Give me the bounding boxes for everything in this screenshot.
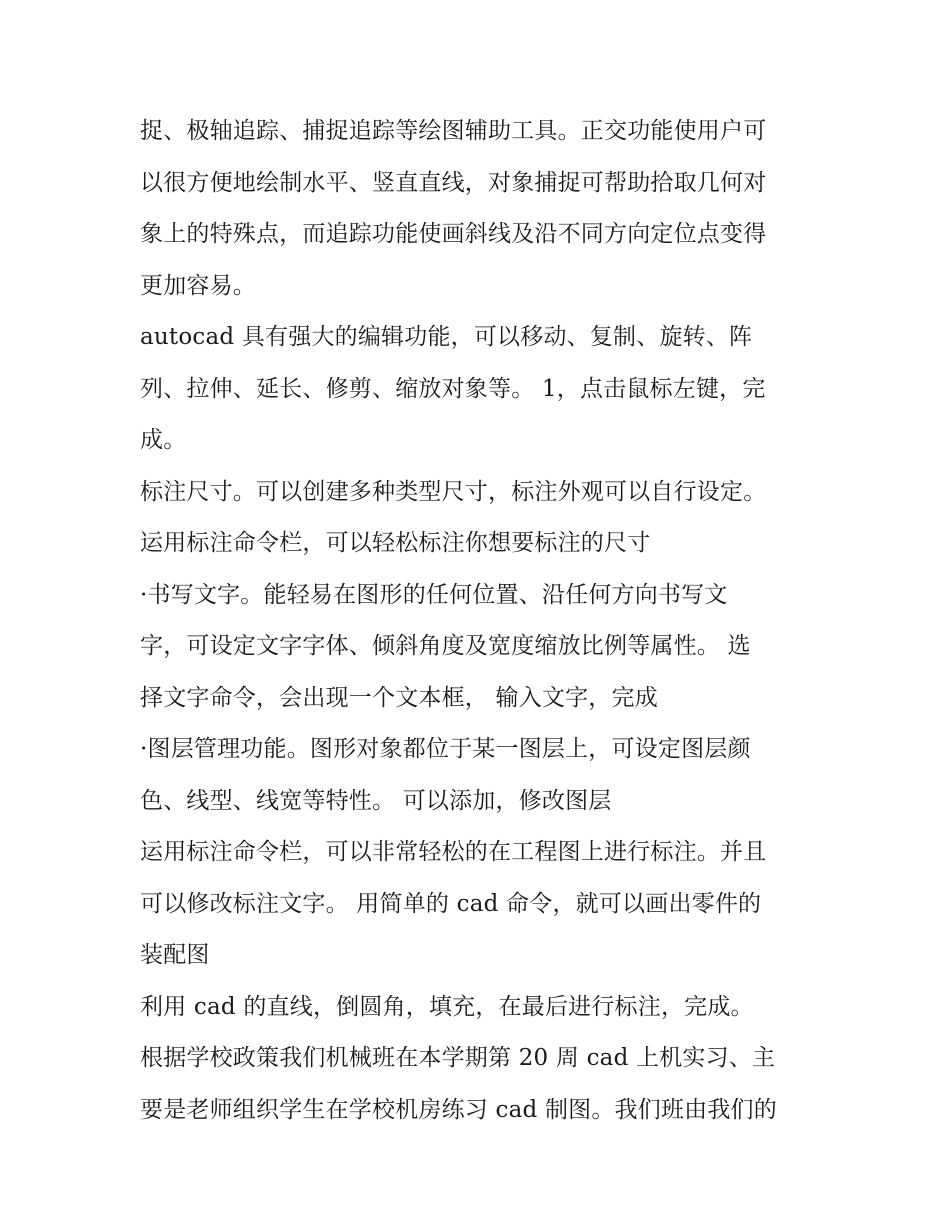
text-line: 色、线型、线宽等特性。 可以添加，修改图层 — [140, 787, 612, 814]
text-line: 捉、极轴追踪、捕捉追踪等绘图辅助工具。正交功能使用户可 — [140, 118, 767, 144]
text-line: 择文字命令，会出现一个文本框， 输入文字，完成 — [140, 684, 658, 711]
text-line: 装配图 — [140, 942, 210, 968]
text-line: ·图层管理功能。图形对象都位于某一图层上，可设定图层颜 — [140, 736, 751, 762]
text-line: 利用 cad 的直线，倒圆角，填充，在最后进行标注，完成。 — [140, 993, 754, 1020]
text-line: 象上的特殊点，而追踪功能使画斜线及沿不同方向定位点变得 — [140, 221, 767, 247]
text-line: ·书写文字。能轻易在图形的任何位置、沿任何方向书写文 — [140, 581, 728, 608]
text-line: 以很方便地绘制水平、竖直直线，对象捕捉可帮助拾取几何对 — [140, 169, 767, 196]
text-line: 要是老师组织学生在学校机房练习 cad 制图。我们班由我们的 — [140, 1096, 777, 1123]
text-line: 根据学校政策我们机械班在本学期第 20 周 cad 上机实习、主 — [140, 1045, 776, 1071]
text-line: 字，可设定文字字体、倾斜角度及宽度缩放比例等属性。 选 — [140, 633, 751, 659]
text-line: 成。 — [140, 427, 187, 453]
text-line: 更加容易。 — [140, 272, 256, 299]
text-line: 运用标注命令栏，可以轻松标注你想要标注的尺寸 — [140, 530, 651, 556]
text-line: 运用标注命令栏，可以非常轻松的在工程图上进行标注。并且 — [140, 839, 767, 865]
body-text — [140, 106, 820, 1136]
text-line: 列、拉伸、延长、修剪、缩放对象等。 1，点击鼠标左键，完 — [140, 375, 766, 402]
text-line: 标注尺寸。可以创建多种类型尺寸，标注外观可以自行设定。 — [140, 478, 767, 505]
text-line: autocad 具有强大的编辑功能，可以移动、复制、旋转、阵 — [140, 324, 753, 350]
text-line: 可以修改标注文字。 用简单的 cad 命令，就可以画出零件的 — [140, 890, 762, 917]
